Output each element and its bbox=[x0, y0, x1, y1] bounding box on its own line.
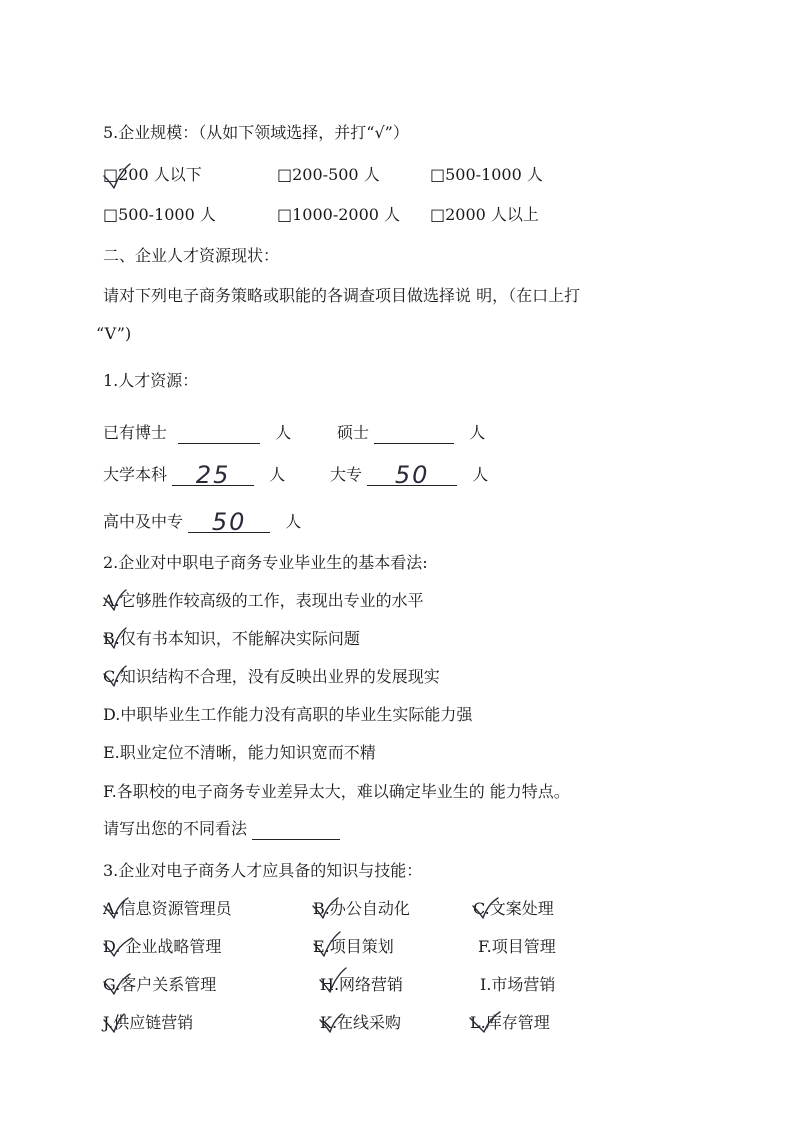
q2-other-input[interactable] bbox=[252, 819, 340, 840]
q3-option-j[interactable]: J.供应链营销 bbox=[103, 1013, 194, 1032]
q5-option-3[interactable]: □500-1000 人 bbox=[430, 165, 543, 184]
q3-option-c[interactable]: C.文案处理 bbox=[473, 899, 554, 918]
q2-option-d[interactable]: D.中职毕业生工作能力没有高职的毕业生实际能力强 bbox=[103, 705, 473, 724]
phd-input[interactable] bbox=[178, 423, 260, 444]
bachelor-unit: 人 bbox=[269, 465, 286, 484]
highschool-input[interactable]: 50 bbox=[188, 512, 270, 533]
section2-instruction-1: 请对下列电子商务策略或职能的各调查项目做选择说 明，（在口上打 bbox=[103, 286, 581, 305]
q2-title: 2.企业对中职电子商务专业毕业生的基本看法: bbox=[103, 553, 428, 572]
talent-title: 1.人才资源： bbox=[103, 371, 199, 390]
masters-label: 硕士 bbox=[337, 423, 370, 442]
q5-option-5[interactable]: □1000-2000 人 bbox=[277, 205, 401, 224]
phd-label: 已有博士 bbox=[103, 423, 168, 442]
q3-option-h[interactable]: H.网络营销 bbox=[320, 975, 404, 994]
masters-input[interactable] bbox=[374, 423, 454, 444]
bachelor-label: 大学本科 bbox=[103, 465, 168, 484]
q3-option-i[interactable]: I.市场营销 bbox=[480, 975, 556, 994]
section2-heading: 二、企业人才资源现状： bbox=[103, 246, 280, 265]
phd-row bbox=[103, 422, 291, 444]
highschool-unit: 人 bbox=[285, 512, 302, 531]
highschool-row bbox=[103, 508, 302, 536]
masters-unit: 人 bbox=[469, 423, 486, 442]
bachelor-input[interactable]: 25 bbox=[172, 465, 254, 486]
q3-option-f[interactable]: F.项目管理 bbox=[478, 937, 556, 956]
q3-option-l[interactable]: L.库存管理 bbox=[470, 1013, 550, 1032]
q2-option-a[interactable]: A.它够胜作较高级的工作，表现出专业的水平 bbox=[103, 591, 424, 610]
phd-unit: 人 bbox=[275, 423, 292, 442]
section2-instruction-2: “V”) bbox=[96, 324, 132, 343]
q5-option-1[interactable]: □200 人以下 bbox=[103, 165, 202, 184]
q2-other-label: 请写出您的不同看法 bbox=[103, 819, 248, 838]
q5-option-6[interactable]: □2000 人以上 bbox=[430, 205, 539, 224]
q2-option-b[interactable]: B.仅有书本知识，不能解决实际问题 bbox=[103, 629, 360, 648]
college-label: 大专 bbox=[330, 465, 363, 484]
q2-option-e[interactable]: E.职业定位不清晰，能力知识宽而不精 bbox=[103, 743, 376, 762]
q3-option-a[interactable]: A.信息资源管理员 bbox=[103, 899, 232, 918]
college-row bbox=[330, 461, 489, 489]
highschool-label: 高中及中专 bbox=[103, 512, 184, 531]
q2-option-f[interactable]: F.各职校的电子商务专业差异太大，难以确定毕业生的 能力特点。 bbox=[103, 782, 570, 801]
q3-title: 3.企业对电子商务人才应具备的知识与技能： bbox=[103, 861, 423, 880]
q2-other-row bbox=[103, 818, 340, 840]
q5-option-2[interactable]: □200-500 人 bbox=[277, 165, 380, 184]
q5-option-4[interactable]: □500-1000 人 bbox=[103, 205, 216, 224]
college-unit: 人 bbox=[472, 465, 489, 484]
q2-option-c[interactable]: C.知识结构不合理，没有反映出业界的发展现实 bbox=[103, 667, 440, 686]
q3-option-k[interactable]: K.在线采购 bbox=[320, 1013, 402, 1032]
masters-row bbox=[337, 422, 485, 444]
q5-title: 5.企业规模：（从如下领域选择，并打“√”） bbox=[103, 123, 409, 142]
q3-option-g[interactable]: G.客户关系管理 bbox=[103, 975, 217, 994]
bachelor-row bbox=[103, 461, 286, 489]
q3-option-e[interactable]: E.项目策划 bbox=[313, 937, 394, 956]
q3-option-d[interactable]: D. 企业战略管理 bbox=[103, 937, 222, 956]
college-input[interactable]: 50 bbox=[367, 465, 457, 486]
q3-option-b[interactable]: B.办公自动化 bbox=[313, 899, 410, 918]
